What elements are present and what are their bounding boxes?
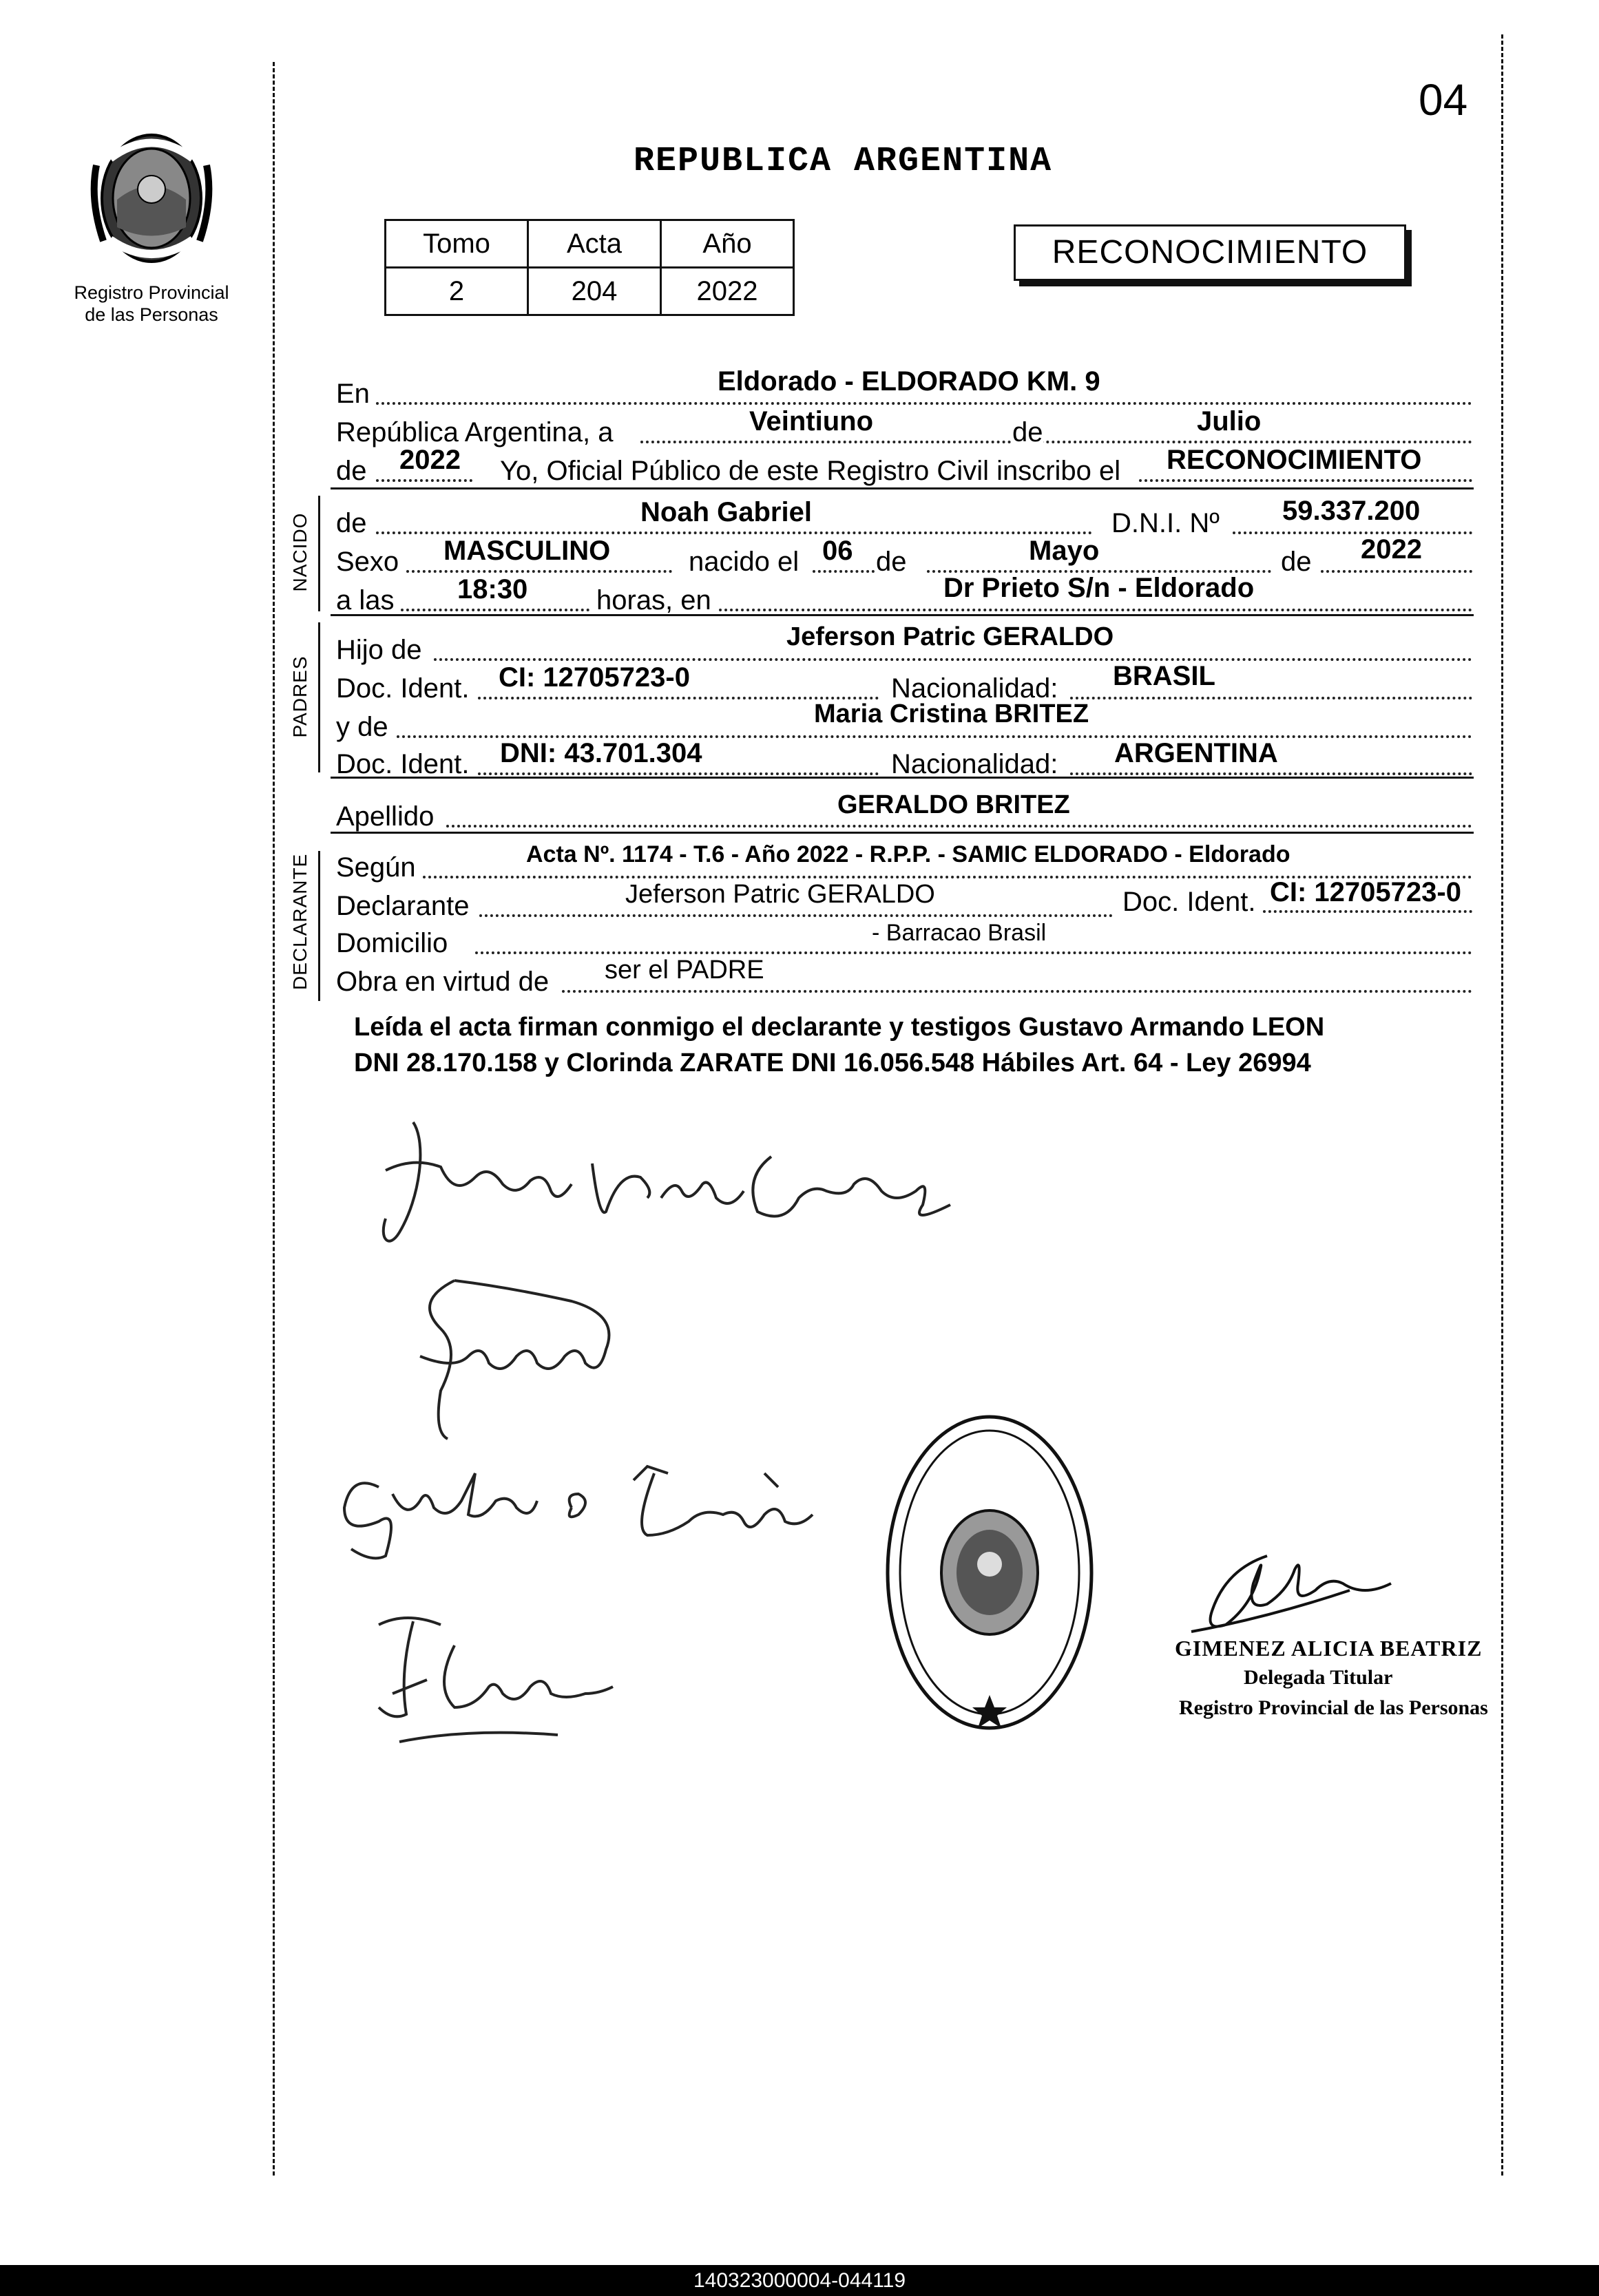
dotted-line [475, 951, 1472, 954]
label-y-de: y de [336, 712, 388, 742]
value-padre: Jeferson Patric GERALDO [786, 622, 1114, 651]
value-sexo: MASCULINO [443, 536, 611, 566]
dotted-line [434, 658, 1472, 661]
signature-4-icon [365, 1604, 627, 1749]
value-obra: ser el PADRE [605, 956, 764, 984]
country-title: REPUBLICA ARGENTINA [634, 142, 1053, 181]
signature-witness [337, 1432, 833, 1563]
nacido-bracket [318, 496, 320, 611]
label-sexo: Sexo [336, 547, 399, 577]
dotted-line [1070, 772, 1472, 775]
value-nac-anio: 2022 [1361, 534, 1422, 565]
value-padre-nac: BRASIL [1113, 661, 1215, 691]
label-de: de [1012, 417, 1043, 447]
official-signature [1184, 1542, 1419, 1639]
label-republica: República Argentina, a [336, 417, 614, 447]
value-padre-doc: CI: 12705723-0 [499, 662, 690, 693]
value-madre-nac: ARGENTINA [1114, 738, 1278, 768]
header-anio: Año [661, 220, 794, 268]
label-de-mes: de [876, 547, 907, 577]
dotted-line [1233, 531, 1472, 534]
value-tomo: 2 [386, 268, 528, 315]
dotted-line [640, 441, 1472, 443]
section-divider [331, 614, 1474, 616]
section-divider [331, 777, 1474, 779]
label-nacido-el: nacido el [689, 547, 800, 577]
dotted-line [1139, 479, 1472, 482]
signature-1-icon [372, 1115, 964, 1267]
dotted-line [376, 479, 472, 482]
issuer-line2: de las Personas [85, 304, 218, 325]
header-acta: Acta [528, 220, 661, 268]
label-segun: Según [336, 852, 416, 883]
value-hora: 18:30 [457, 574, 528, 604]
value-nac-dia: 06 [822, 536, 853, 566]
value-anio: 2022 [661, 268, 794, 315]
label-apellido: Apellido [336, 801, 435, 832]
value-apellido: GERALDO BRITEZ [837, 790, 1070, 819]
official-name: GIMENEZ ALICIA BEATRIZ [1175, 1636, 1483, 1661]
section-divider [331, 832, 1474, 834]
dotted-line [1321, 570, 1472, 573]
label-horas-en: horas, en [596, 585, 711, 615]
value-dia: Veintiuno [749, 406, 873, 436]
value-nac-mes: Mayo [1029, 536, 1100, 566]
registry-stamp-icon [883, 1413, 1096, 1732]
value-mes: Julio [1197, 406, 1262, 436]
label-dni: D.N.I. Nº [1111, 508, 1220, 538]
label-de-year: de [336, 456, 367, 486]
value-declarante: Jeferson Patric GERALDO [625, 880, 935, 909]
label-hijo-de: Hijo de [336, 635, 422, 665]
value-lugar: Eldorado - ELDORADO KM. 9 [718, 366, 1100, 397]
official-role: Delegada Titular [1244, 1666, 1393, 1689]
label-a-las: a las [336, 585, 395, 615]
document-type-box: RECONOCIMIENTO [1014, 224, 1406, 281]
signature-3-icon [337, 1432, 833, 1563]
label-doc-madre: Doc. Ident. [336, 749, 470, 779]
dotted-line [1070, 697, 1472, 699]
signature-declarante [372, 1115, 964, 1267]
official-stamp [883, 1413, 1096, 1732]
label-oficial: Yo, Oficial Público de este Registro Civil inscribo el [500, 456, 1121, 486]
value-acta: 204 [528, 268, 661, 315]
dotted-line [478, 772, 879, 775]
value-anio: 2022 [399, 445, 461, 475]
dotted-line [719, 609, 1472, 611]
signature-2-icon [399, 1274, 634, 1446]
label-en: En [336, 379, 370, 409]
value-madre: Maria Cristina BRITEZ [814, 699, 1089, 728]
dotted-line [406, 570, 672, 573]
label-de-nombre: de [336, 508, 367, 538]
label-nacionalidad-padre: Nacionalidad: [891, 673, 1058, 704]
closing-line1: Leída el acta firman conmigo el declarante y testigos Gustavo Armando LEON [354, 1013, 1325, 1042]
section-nacido: NACIDO [289, 512, 311, 592]
footer-code: 140323000004-044119 [0, 2265, 1599, 2296]
section-declarante: DECLARANTE [289, 853, 311, 990]
padres-bracket [318, 622, 320, 772]
value-tipo: RECONOCIMIENTO [1167, 445, 1422, 475]
label-doc-padre: Doc. Ident. [336, 673, 470, 704]
dotted-line [562, 990, 1472, 993]
section-divider [331, 487, 1474, 489]
label-declarante: Declarante [336, 891, 470, 921]
issuer-line1: Registro Provincial [74, 282, 229, 303]
misiones-seal-icon [69, 124, 234, 282]
dotted-line [446, 825, 1472, 828]
value-dni: 59.337.200 [1282, 496, 1421, 526]
registry-logo [69, 124, 234, 282]
dotted-line [813, 570, 875, 573]
dotted-line [376, 402, 1472, 405]
record-table [384, 219, 795, 316]
signature-2 [399, 1274, 634, 1446]
value-nombre: Noah Gabriel [640, 497, 812, 527]
label-decl-doc: Doc. Ident. [1122, 887, 1256, 917]
label-domicilio: Domicilio [336, 928, 448, 958]
section-padres: PADRES [289, 655, 311, 738]
value-domicilio: - Barracao Brasil [872, 920, 1047, 946]
declarante-bracket [318, 851, 320, 1001]
official-signature-icon [1184, 1542, 1419, 1639]
right-margin-line [1501, 34, 1503, 2176]
label-nacionalidad-madre: Nacionalidad: [891, 749, 1058, 779]
label-de-anio: de [1281, 547, 1312, 577]
label-obra: Obra en virtud de [336, 967, 550, 997]
dotted-line [479, 914, 1113, 917]
dotted-line [401, 609, 589, 611]
value-madre-doc: DNI: 43.701.304 [500, 738, 702, 768]
page-number: 04 [1419, 75, 1468, 125]
value-declarante-doc: CI: 12705723-0 [1270, 877, 1461, 907]
left-margin-line [273, 62, 275, 2176]
closing-line2: DNI 28.170.158 y Clorinda ZARATE DNI 16.056.548 Hábiles Art. 64 - Ley 26994 [354, 1049, 1311, 1077]
value-lugar-nac: Dr Prieto S/n - Eldorado [943, 573, 1255, 603]
closing-text [354, 1009, 1324, 1081]
dotted-line [1263, 910, 1472, 913]
dotted-line [376, 531, 1092, 534]
signature-4 [365, 1604, 627, 1749]
official-office: Registro Provincial de las Personas [1179, 1696, 1488, 1719]
header-tomo: Tomo [386, 220, 528, 268]
value-segun: Acta Nº. 1174 - T.6 - Año 2022 - R.P.P. - SAMIC ELDORADO - Eldorado [526, 841, 1290, 867]
